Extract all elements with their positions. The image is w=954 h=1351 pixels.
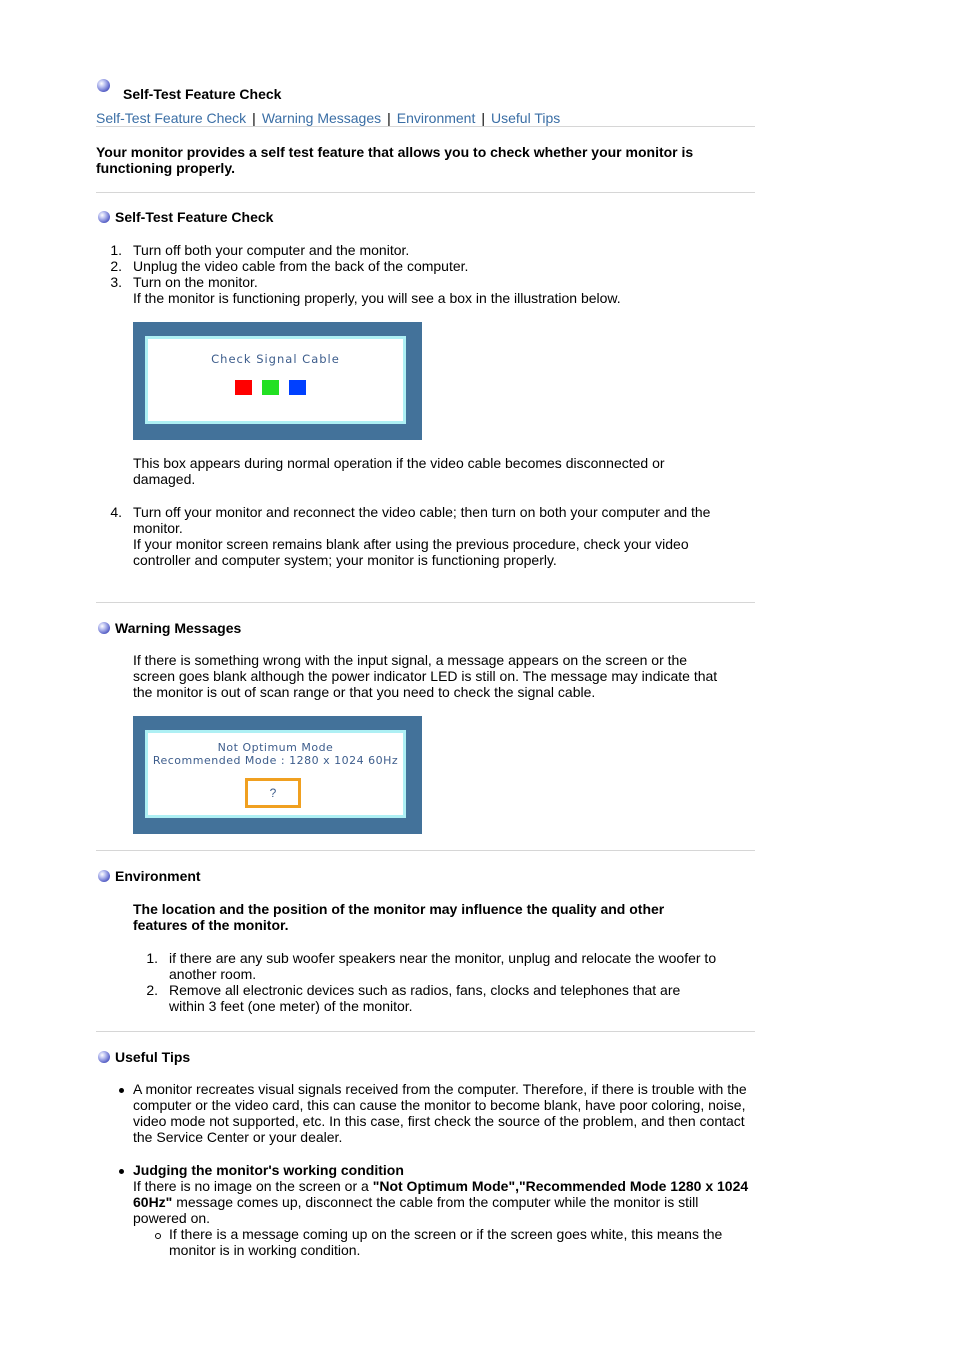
illustration-caption: This box appears during normal operation if the video cable becomes disconnected or damaged. (133, 455, 665, 487)
bullet-orb-icon (98, 1051, 110, 1063)
environment-intro: The location and the position of the monitor may influence the quality and other features of the monitor. (133, 901, 665, 933)
section-heading-text: Warning Messages (115, 620, 242, 636)
section-heading-text: Self-Test Feature Check (115, 209, 274, 225)
nav-link-self-test[interactable]: Self-Test Feature Check (96, 110, 247, 126)
list-number: 2. (110, 258, 122, 274)
nav-separator: | (481, 110, 485, 126)
bullet-orb-icon (98, 870, 110, 882)
list-item-detail: If your monitor screen remains blank after using the previous procedure, check your video controller and computer system; your monitor is functioning properly. (133, 536, 689, 568)
not-optimum-illustration (133, 716, 422, 834)
section-heading-environment (98, 868, 201, 884)
monitor-screen (145, 730, 406, 818)
sub-bullet-circle (155, 1233, 161, 1239)
red-square (235, 380, 252, 395)
intro-text: Your monitor provides a self test feature that allows you to check whether your monitor is functioning properly. (96, 144, 694, 176)
tip-body-pre: If there is no image on the screen or a (133, 1178, 373, 1194)
osd-message: Check Signal Cable (211, 352, 340, 366)
section-heading-text: Useful Tips (115, 1049, 191, 1065)
nav-link-warning-messages[interactable]: Warning Messages (261, 110, 382, 126)
bullet-orb-icon (98, 622, 110, 634)
tip-body (133, 1178, 753, 1226)
list-item: Unplug the video cable from the back of the computer. (133, 258, 469, 274)
blue-square (289, 380, 306, 395)
tip-title: Judging the monitor's working condition (133, 1162, 404, 1178)
list-item: Turn off your monitor and reconnect the video cable; then turn on both your computer and the monitor. (133, 504, 711, 536)
divider (96, 1031, 755, 1032)
list-number: 1. (146, 950, 158, 966)
divider (96, 192, 755, 193)
tip-item (133, 1162, 753, 1226)
tip-body-bold: "Not Optimum Mode","Recommended Mode 1280 x 1024 60Hz" (133, 1178, 749, 1210)
divider (96, 602, 755, 603)
list-number: 3. (110, 274, 122, 290)
nav-separator: | (387, 110, 391, 126)
section-heading-warning (98, 620, 241, 636)
section-heading-useful-tips (98, 1049, 190, 1065)
monitor-screen (145, 336, 406, 424)
nav-link-environment[interactable]: Environment (396, 110, 476, 126)
check-signal-illustration (133, 322, 422, 440)
page-title-text: Self-Test Feature Check (123, 86, 282, 102)
list-item-detail: If the monitor is functioning properly, you will see a box in the illustration below. (133, 290, 621, 306)
bullet-orb-icon (97, 79, 110, 92)
section-heading-self-test (98, 209, 273, 225)
nav-link-useful-tips[interactable]: Useful Tips (491, 110, 561, 126)
tip-text: A monitor recreates visual signals received from the computer. Therefore, if there is trouble with the computer or the video card, this can cause the monitor to become blank, have poor coloring, noise, video mode not supported, etc. In this case, first check the source of the problem, and then contact the Service Center or your dealer. (133, 1081, 747, 1145)
list-item: Turn off both your computer and the monitor. (133, 242, 410, 258)
bullet-dot (119, 1169, 124, 1174)
divider (96, 850, 755, 851)
list-item: Turn on the monitor. (133, 274, 258, 290)
list-number: 1. (110, 242, 122, 258)
section-heading-text: Environment (115, 868, 201, 884)
nav-separator: | (252, 110, 256, 126)
list-item: Remove all electronic devices such as radios, fans, clocks and telephones that are within 3 feet (one meter) of the monitor. (169, 982, 681, 1014)
green-square (262, 380, 279, 395)
osd-message-line2: Recommended Mode : 1280 x 1024 60Hz (152, 754, 399, 767)
bullet-dot (119, 1088, 124, 1093)
list-number: 2. (146, 982, 158, 998)
tip-body-post: message comes up, disconnect the cable from the computer while the monitor is still powered on. (133, 1194, 699, 1226)
bullet-orb-icon (98, 211, 110, 223)
list-item: if there are any sub woofer speakers near the monitor, unplug and relocate the woofer to another room. (169, 950, 717, 982)
osd-message-line1: Not Optimum Mode (217, 741, 334, 754)
list-number: 4. (110, 504, 122, 520)
sub-tip-text: If there is a message coming up on the screen or if the screen goes white, this means the monitor is in working condition. (169, 1226, 723, 1258)
warning-text: If there is something wrong with the input signal, a message appears on the screen or the screen goes blank although the power indicator LED is still on. The message may indicate that the monitor is out of scan range or that you need to check the signal cable. (133, 652, 718, 700)
section-nav (96, 110, 755, 127)
osd-question-button: ? (245, 778, 301, 808)
